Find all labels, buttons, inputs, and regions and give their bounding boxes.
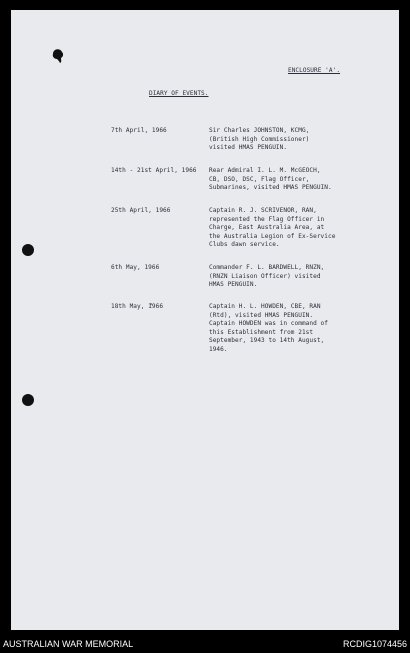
punch-hole-top — [22, 244, 34, 256]
archive-name: AUSTRALIAN WAR MEMORIAL — [3, 639, 134, 649]
punch-hole-bottom — [22, 394, 34, 406]
event-description: Rear Admiral I. L. M. McGEOCH, CB, DSO, DSC, Flag Officer, Submarines, visited HMAS PENGUIN. — [209, 167, 332, 192]
event-date: 14th - 21st April, 1966 — [111, 167, 197, 174]
event-date: 7th April, 1966 — [111, 127, 167, 134]
archive-record-id: RCDIG1074456 — [342, 639, 407, 649]
event-description: Commander F. L. BARDWELL, RNZN, (RNZN Liaison Officer) visited HMAS PENGUIN. — [209, 264, 325, 289]
enclosure-label: ENCLOSURE 'A'. — [288, 67, 341, 74]
event-date: 6th May, 1966 — [111, 264, 160, 271]
archive-footer — [0, 636, 410, 653]
event-date: 25th April, 1966 — [111, 207, 171, 214]
document-title: DIARY OF EVENTS. — [149, 90, 209, 97]
ink-blot-mark — [51, 48, 65, 64]
event-date: 18th May, 1966 — [111, 303, 164, 310]
event-description: Captain R. J. SCRIVENOR, RAN, represented the Flag Officer in Charge, East Australia Area, at the Australia Legion of Ex-Service Clubs dawn service. — [209, 207, 336, 249]
event-description: Captain H. L. HOWDEN, CBE, RAN (Rtd), visited HMAS PENGUIN. Captain HOWDEN was in command of this Establishment from 21st September, 1943 to 14th August, 1946. — [209, 303, 328, 353]
event-description: Sir Charles JOHNSTON, KCMG, (British High Commissioner) visited HMAS PENGUIN. — [209, 127, 310, 152]
document-page — [11, 10, 399, 630]
